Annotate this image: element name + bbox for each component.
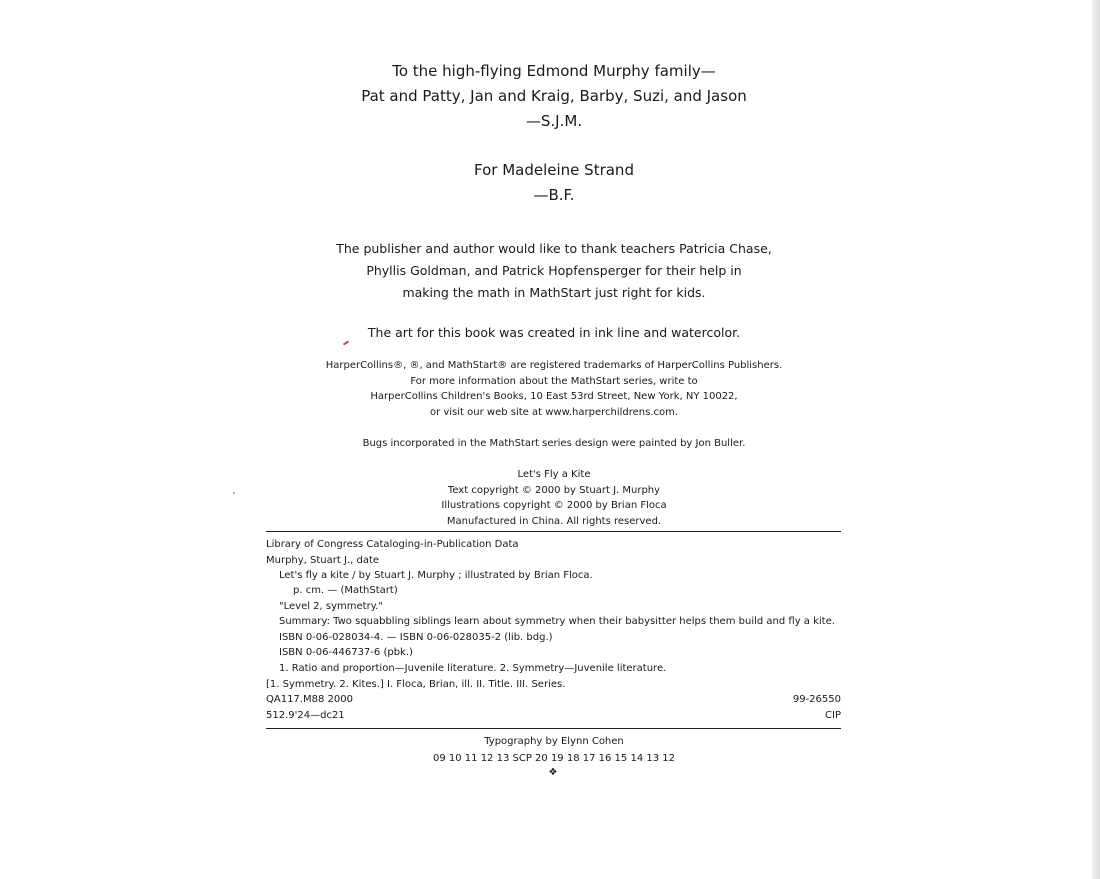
cip-subjects-1: 1. Ratio and proportion—Juvenile literature. 2. Symmetry—Juvenile literature.: [279, 663, 667, 674]
cip-lccn: 99-26550: [792, 694, 841, 705]
dedication-signature-1: —S.J.M.: [525, 112, 583, 130]
trademark-notice: [0, 358, 1100, 420]
dedication-block-2: [0, 158, 1100, 208]
cip-pages-line: p. cm. — (MathStart): [293, 585, 398, 596]
thanks-line-1: The publisher and author would like to thank teachers Patricia Chase,: [336, 241, 772, 256]
trademark-line-4: or visit our web site at www.harperchildrens.com.: [429, 406, 679, 418]
acknowledgements: [0, 238, 1100, 304]
cip-isbn-1: ISBN 0-06-028034-4. — ISBN 0-06-028035-2 (lib. bdg.): [279, 632, 553, 643]
speck: [233, 492, 235, 494]
illustrations-copyright: Illustrations copyright © 2000 by Brian Floca: [441, 500, 667, 511]
trademark-line-3: HarperCollins Children's Books, 10 East 53rd Street, New York, NY 10022,: [370, 391, 738, 402]
end-ornament-icon: ❖: [548, 767, 558, 778]
typography-credit: Typography by Elynn Cohen: [484, 736, 624, 747]
cip-top-rule: [266, 531, 841, 532]
cip-subjects-2: [1. Symmetry. 2. Kites.] I. Floca, Brian, ill. II. Title. III. Series.: [266, 679, 566, 690]
cip-isbn-2: ISBN 0-06-446737-6 (pbk.): [279, 647, 413, 658]
cip-call-number: QA117.M88 2000: [266, 694, 353, 705]
dedication-signature-2: —B.F.: [533, 186, 575, 204]
cip-bottom-rule: [266, 728, 841, 729]
dedication-line-4: For Madeleine Strand: [474, 161, 634, 179]
trademark-line-1: HarperCollins®, ®, and MathStart® are registered trademarks of HarperCollins Publishers.: [325, 360, 783, 371]
art-note: The art for this book was created in ink line and watercolor.: [367, 325, 741, 340]
trademark-line-2: For more information about the MathStart series, write to: [410, 375, 698, 387]
book-title: Let's Fly a Kite: [517, 469, 591, 480]
text-copyright: Text copyright © 2000 by Stuart J. Murphy: [447, 484, 661, 496]
dedication-line-1: To the high-flying Edmond Murphy family—: [392, 62, 716, 80]
thanks-line-2: Phyllis Goldman, and Patrick Hopfensperger for their help in: [366, 263, 742, 278]
cip-data-block: [266, 538, 841, 728]
bugs-note: Bugs incorporated in the MathStart series design were painted by Jon Buller.: [362, 438, 746, 449]
cip-dewey: 512.9'24—dc21: [266, 710, 345, 721]
thanks-line-3: making the math in MathStart just right for kids.: [402, 285, 706, 300]
manufactured-note: Manufactured in China. All rights reserved.: [446, 515, 662, 527]
cip-label: CIP: [825, 710, 841, 721]
dedication-line-2: Pat and Patty, Jan and Kraig, Barby, Suzi, and Jason: [361, 87, 747, 105]
cip-heading: Library of Congress Cataloging-in-Publication Data: [266, 539, 519, 550]
cip-author: Murphy, Stuart J., date: [266, 555, 380, 566]
cip-summary: Summary: Two squabbling siblings learn about symmetry when their babysitter helps them build and fly a kite.: [279, 616, 835, 627]
printing-line: 09 10 11 12 13 SCP 20 19 18 17 16 15 14 13 12: [432, 753, 675, 764]
cip-title-line: Let's fly a kite / by Stuart J. Murphy ; illustrated by Brian Floca.: [279, 570, 593, 581]
copyright-block: [0, 467, 1100, 529]
dedication-block: [0, 59, 1100, 134]
cip-level: "Level 2, symmetry.": [279, 601, 383, 612]
stray-mark: [343, 340, 349, 345]
